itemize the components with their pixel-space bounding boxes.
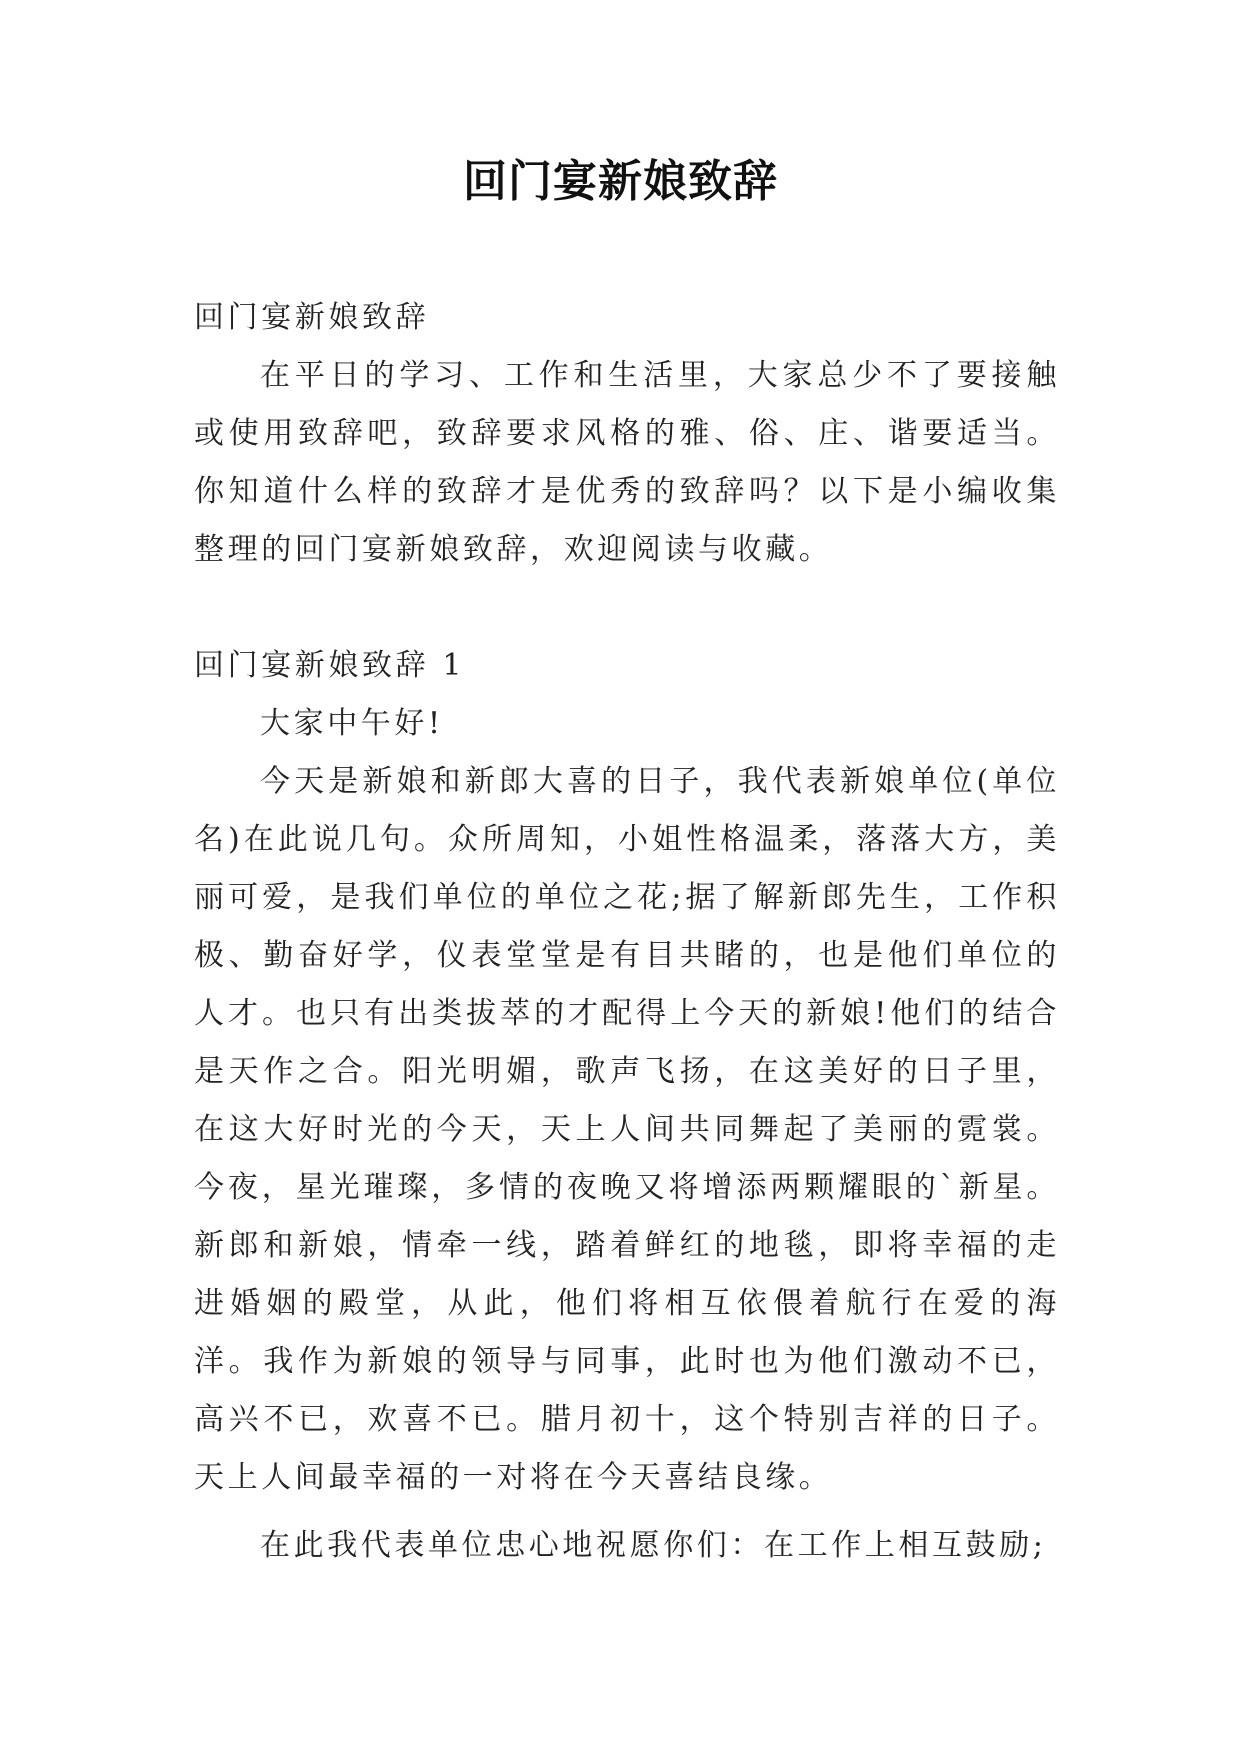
body-paragraph-1: 今天是新娘和新郎大喜的日子，我代表新娘单位(单位名)在此说几句。众所周知，小姐性格温柔，落落大方，美丽可爱，是我们单位的单位之花;据了解新郎先生，工作积极、勤奋好学，仪表堂堂是有目共睹的，也是他们单位的人才。也只有出类拔萃的才配得上今天的新娘!他们的结合是天作之合。阳光明媚，歌声飞扬，在这美好的日子里，在这大好时光的今天，天上人间共同舞起了美丽的霓裳。今夜，星光璀璨，多情的夜晚又将增添两颗耀眼的`新星。新郎和新娘，情牵一线，踏着鲜红的地毯，即将幸福的走进婚姻的殿堂，从此，他们将相互依偎着航行在爱的海洋。我作为新娘的领导与同事，此时也为他们激动不已，高兴不已，欢喜不已。腊月初十，这个特别吉祥的日子。天上人间最幸福的一对将在今天喜结良缘。 (194, 764, 1060, 1495)
intro-paragraph: 在平日的学习、工作和生活里，大家总少不了要接触或使用致辞吧，致辞要求风格的雅、俗、庄、谐要适当。你知道什么样的致辞才是优秀的致辞吗？以下是小编收集整理的回门宴新娘致辞，欢迎阅读与收藏。 (194, 358, 1060, 567)
intro-heading: 回门宴新娘致辞 (194, 300, 430, 335)
greeting-line: 大家中午好! (260, 706, 444, 741)
document-title: 回门宴新娘致辞 (463, 156, 778, 207)
section-heading-1: 回门宴新娘致辞 1 (194, 648, 466, 683)
document-body (194, 289, 1060, 1575)
body-paragraph-2: 在此我代表单位忠心地祝愿你们：在工作上相互鼓励; (260, 1528, 1047, 1563)
